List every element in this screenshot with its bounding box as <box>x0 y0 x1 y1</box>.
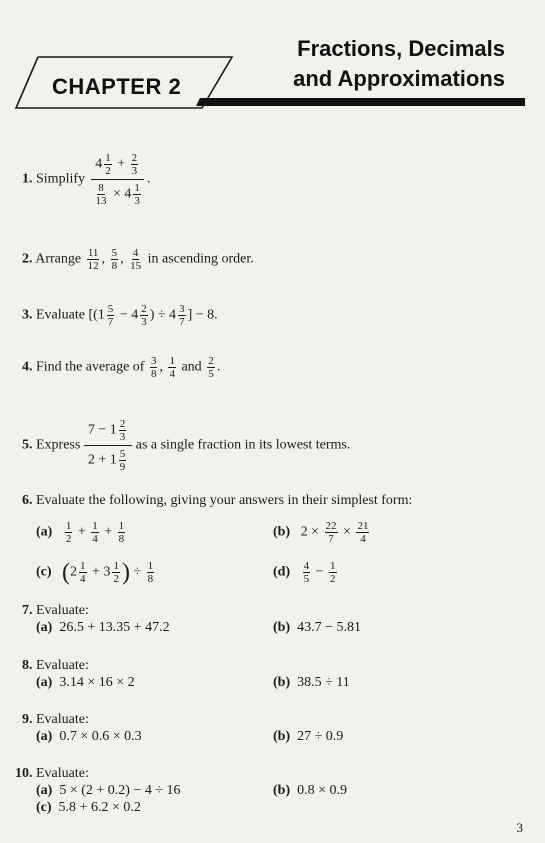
chapter-frame <box>0 0 545 120</box>
fraction: $\frac{2}{3}$ <box>131 152 138 177</box>
question-text: Evaluate: <box>36 712 89 727</box>
question-number: 1. <box>22 171 33 187</box>
fraction: $\frac{4}{5}$ <box>303 560 310 585</box>
question-tail: in ascending order. <box>147 251 254 267</box>
question-text: Find the average of <box>36 359 145 375</box>
question-6d: (d) $\frac{4}{5}$ − $\frac{1}{2}$ <box>273 560 336 585</box>
fraction: $\frac{22}{7}$ <box>325 520 337 545</box>
chapter-title-line-1: Fractions, Decimals <box>297 36 505 61</box>
question-number: 3. <box>22 307 33 323</box>
chapter-label: CHAPTER 2 <box>52 74 182 99</box>
question-5 <box>22 418 350 473</box>
question-text: Evaluate: <box>36 658 89 673</box>
question-4: 4. Find the average of $\frac{3}{8}$ , $\frac{1}{4}$ and $\frac{2}{5}$ . <box>22 355 221 380</box>
fraction: $\frac{1}{4}$ <box>80 560 86 585</box>
question-6b: (b) 2 × $\frac{22}{7}$ × $\frac{21}{4}$ <box>273 520 369 545</box>
fraction: $\frac{4}{15}$ <box>130 247 142 272</box>
fraction: $\frac{1}{3}$ <box>134 182 140 207</box>
fraction: $\frac{1}{2}$ <box>65 520 72 545</box>
page-number: 3 <box>516 820 523 835</box>
fraction: $\frac{2}{5}$ <box>208 355 214 380</box>
question-text: Express <box>36 437 81 453</box>
fraction: $\frac{1}{8}$ <box>118 520 125 545</box>
question-6c: (c) (2 $\frac{1}{4}$ + 3 $\frac{1}{2}$ ) ÷ $\frac{1}{8}$ <box>36 559 154 586</box>
question-9a: (a) 0.7 × 0.6 × 0.3 <box>36 729 142 744</box>
question-text: Evaluate the following, giving your answers in their simplest form: <box>36 493 413 508</box>
fraction: $\frac{1}{2}$ <box>105 152 111 177</box>
question-8a: (a) 3.14 × 16 × 2 <box>36 675 135 690</box>
question-number: 7. <box>22 603 33 618</box>
question-2: 2. Arrange $\frac{11}{12}$ , $\frac{5}{8}$ , $\frac{4}{15}$ in ascending order. <box>22 247 254 272</box>
fraction: $\frac{5}{8}$ <box>111 247 118 272</box>
operator: + <box>117 156 126 172</box>
question-10 <box>15 766 89 782</box>
question-7 <box>22 603 89 619</box>
fraction: $\frac{5}{7}$ <box>107 303 114 328</box>
fraction: $\frac{1}{2}$ <box>330 560 336 585</box>
question-7b: (b) 43.7 − 5.81 <box>273 620 362 635</box>
fraction: $\frac{2}{3}$ <box>141 303 147 328</box>
fraction: $\frac{1}{4}$ <box>169 355 175 380</box>
question-6 <box>22 493 412 509</box>
whole: 4 <box>124 186 132 202</box>
question-1 <box>22 152 150 207</box>
part-label: (a) <box>36 524 53 540</box>
question-text: Arrange <box>35 251 82 267</box>
fraction: $\frac{1}{4}$ <box>92 520 98 545</box>
compound-fraction: 7 − 1 $\frac{2}{3}$ 2 + 1 $\frac{5}{9}$ <box>84 418 132 473</box>
question-7a: (a) 26.5 + 13.35 + 47.2 <box>36 620 170 635</box>
question-number: 2. <box>22 251 33 267</box>
part-label: (d) <box>273 564 291 580</box>
fraction: $\frac{1}{8}$ <box>147 560 154 585</box>
question-text: Evaluate: <box>36 603 89 618</box>
operator: × <box>113 186 121 202</box>
fraction: $\frac{3}{8}$ <box>150 355 157 380</box>
fraction: $\frac{2}{3}$ <box>119 418 126 443</box>
question-8b: (b) 38.5 ÷ 11 <box>273 675 350 690</box>
question-9 <box>22 712 89 728</box>
question-number: 8. <box>22 658 33 673</box>
question-text: Simplify <box>36 171 86 187</box>
part-label: (b) <box>273 524 291 540</box>
chapter-title-line-2: and Approximations <box>293 66 505 91</box>
fraction: $\frac{8}{13}$ <box>95 182 107 207</box>
question-text: Evaluate [(1 <box>36 307 105 323</box>
question-8 <box>22 658 89 674</box>
fraction: $\frac{1}{2}$ <box>113 560 119 585</box>
compound-fraction <box>89 152 147 207</box>
fraction: $\frac{3}{7}$ <box>179 303 185 328</box>
question-number: 5. <box>22 437 33 453</box>
question-number: 10. <box>15 766 33 781</box>
whole: 4 <box>95 156 103 172</box>
fraction: $\frac{5}{9}$ <box>119 448 126 473</box>
question-tail: as a single fraction in its lowest terms. <box>135 437 351 453</box>
punctuation: . <box>146 171 151 187</box>
question-6a: (a) $\frac{1}{2}$ + $\frac{1}{4}$ + $\frac{1}{8}$ <box>36 520 125 545</box>
question-number: 6. <box>22 493 33 508</box>
part-label: (c) <box>36 564 52 580</box>
question-number: 4. <box>22 359 33 375</box>
question-number: 9. <box>22 712 33 727</box>
question-9b: (b) 27 ÷ 0.9 <box>273 729 344 744</box>
question-10b: (b) 0.8 × 0.9 <box>273 783 348 798</box>
question-10a: (a) 5 × (2 + 0.2) − 4 ÷ 16 <box>36 783 181 798</box>
fraction: $\frac{11}{12}$ <box>87 247 99 272</box>
fraction: $\frac{21}{4}$ <box>357 520 369 545</box>
question-10c: (c) 5.8 + 6.2 × 0.2 <box>36 800 141 815</box>
question-3: 3. Evaluate [(1 $\frac{5}{7}$ − 4 $\frac{2}{3}$ ) ÷ 4 $\frac{3}{7}$ ] − 8. <box>22 303 218 328</box>
question-text: Evaluate: <box>36 766 89 781</box>
